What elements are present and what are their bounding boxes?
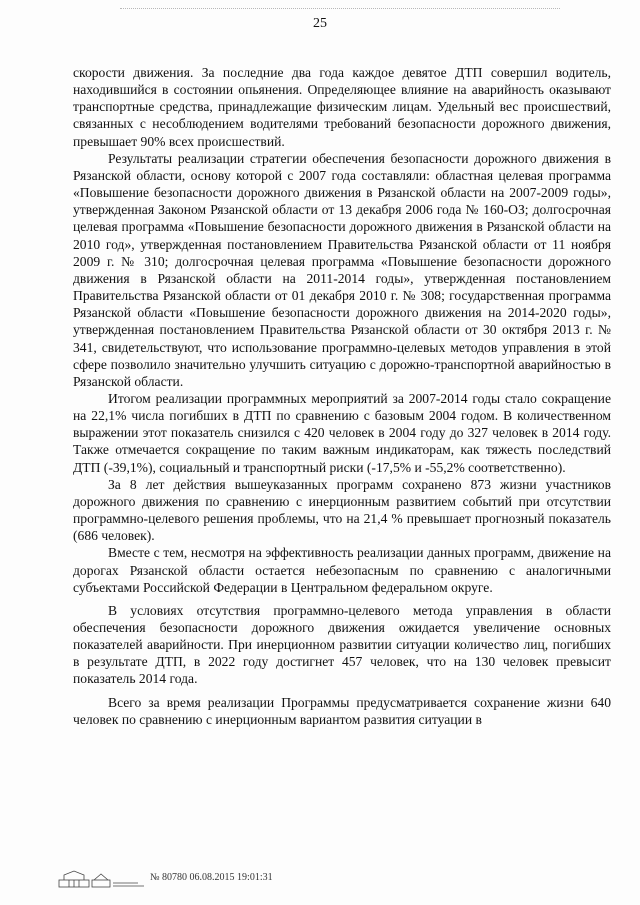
document-footer [58, 867, 273, 889]
scan-artifact-line [120, 8, 560, 9]
paragraph-7: Всего за время реализации Программы предусматривается сохранение жизни 640 человек по сравнению с инерционным вариантом развития ситуации в [73, 694, 611, 727]
document-body [73, 64, 611, 728]
paragraph-2: Результаты реализации стратегии обеспечения безопасности дорожного движения в Рязанской области, основу которой с 2007 года составляли: областная целевая программа «Повышение безопасности дорожного движения в Рязанской области на 2007-2009 годы», утвержденная Законом Рязанской области от 13 декабря 2006 года № 160-ОЗ; долгосрочная целевая программа «Повышение безопасности дорожного движения в Рязанской области на 2010 год», утвержденная постановлением Правительства Рязанской области от 11 ноября 2009 г. № 310; долгосрочная целевая программа «Повышение безопасности дорожного движения в Рязанской области на 2011-2014 годы», утвержденная постановлением Правительства Рязанской области от 01 декабря 2010 г. № 308; государственная программа Рязанской области «Повышение безопасности дорожного движения на 2014-2020 годы», утвержденная постановлением Правительства Рязанской области от 30 октября 2013 г. № 341, свидетельствуют, что использование программно-целевых методов управления в этой сфере позволило значительно улучшить ситуацию с дорожно-транспортной аварийностью в Рязанской области. [73, 150, 611, 389]
paragraph-3: Итогом реализации программных мероприятий за 2007-2014 годы стало сокращение на 22,1% числа погибших в ДТП по сравнению с базовым 2004 годом. В количественном выражении этот показатель снизился с 420 человек в 2004 году до 327 человек в 2014 году. Также отмечается сокращение по таким важным индикаторам, как тяжесть последствий ДТП (-39,1%), социальный и транспортный риски (-17,5% и -55,2% соответственно). [73, 390, 611, 475]
page-number: 25 [313, 16, 327, 31]
registry-stamp-icon [58, 868, 146, 888]
paragraph-1: скорости движения. За последние два года каждое девятое ДТП совершил водитель, находившийся в состоянии опьянения. Определяющее влияние на аварийность оказывают транспортные средства, принадлежащие физическим лицам. Удельный вес происшествий, связанных с несоблюдением водителями требований безопасности дорожного движения, превышает 90% всех происшествий. [73, 65, 611, 149]
paragraph-6: В условиях отсутствия программно-целевого метода управления в области обеспечения безопасности дорожного движения ожидается увеличение основных показателей аварийности. При инерционном развитии ситуации количество лиц, погибших в результате ДТП, в 2022 году достигнет 457 человек, что на 130 человек превысит показатель 2014 года. [73, 602, 611, 687]
paragraph-5: Вместе с тем, несмотря на эффективность реализации данных программ, движение на дорогах Рязанской области остается небезопасным по сравнению с аналогичными субъектами Российской Федерации в Центральном федеральном округе. [73, 545, 611, 595]
paragraph-4: За 8 лет действия вышеуказанных программ сохранено 873 жизни участников дорожного движения по сравнению с инерционным развитием событий при отсутствии программно-целевого решения проблемы, что на 21,4 % превышает прогнозный показатель (686 человек). [73, 476, 611, 544]
registration-stamp-text: № 80780 06.08.2015 19:01:31 [150, 872, 273, 883]
